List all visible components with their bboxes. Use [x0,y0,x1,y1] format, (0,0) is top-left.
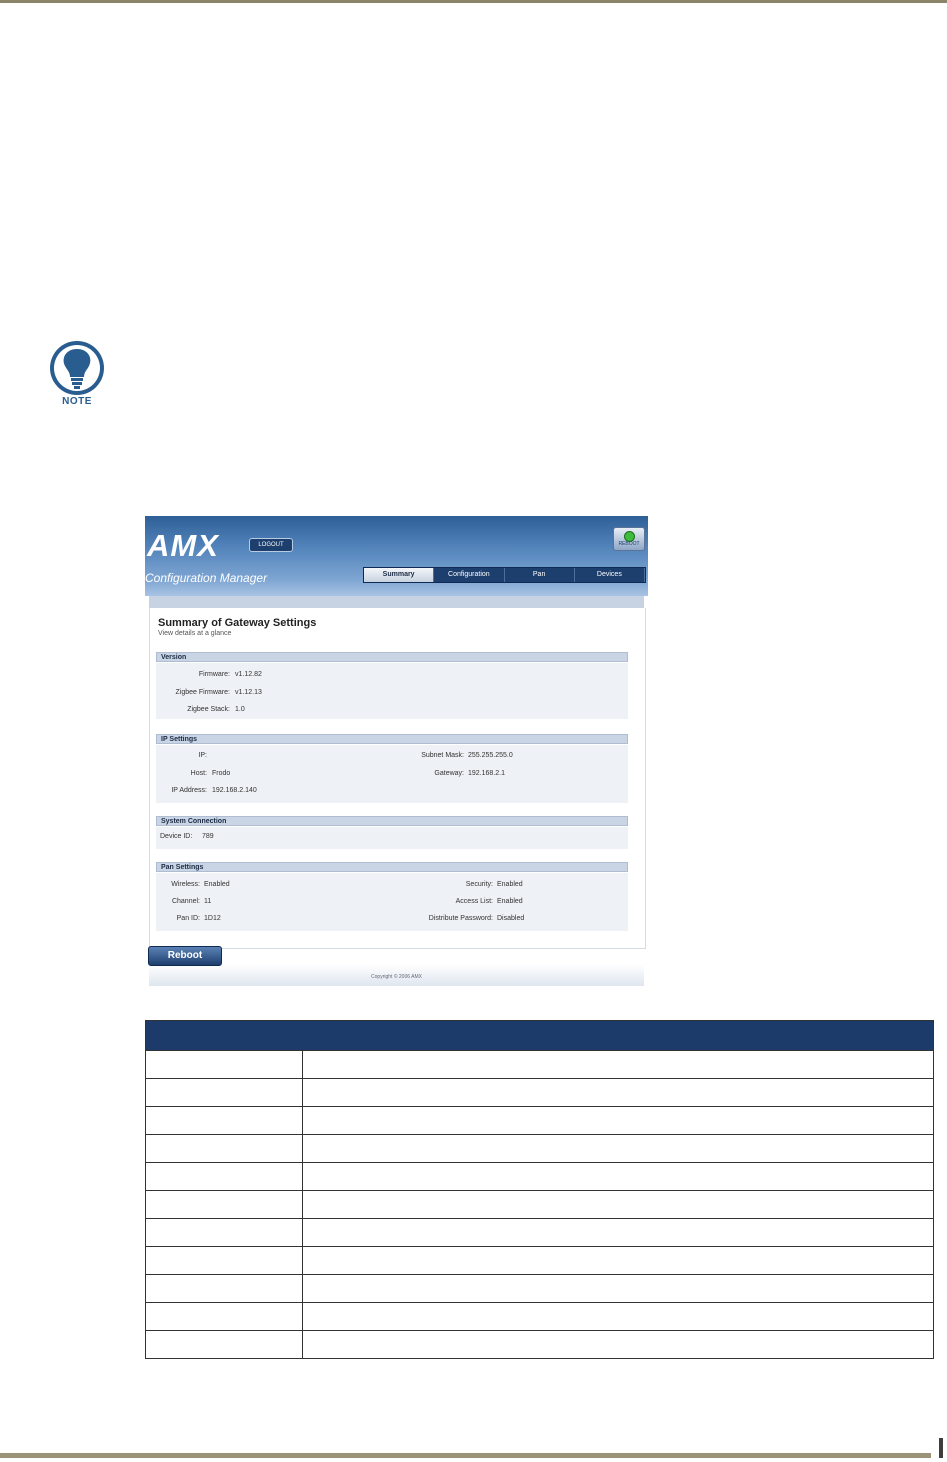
table-row [146,1331,934,1359]
firmware-label: Firmware: [198,671,230,678]
page-title: Summary of Gateway Settings [158,617,317,629]
device-id-value: 789 [202,833,214,840]
copyright-text: Copyright © 2006 AMX [371,974,422,980]
table-row [146,1051,934,1079]
page-top-rule [0,0,947,3]
zigbee-stack-value: 1.0 [235,706,245,713]
host-value: Frodo [212,770,231,777]
table-row [146,1135,934,1163]
table-row [146,1275,934,1303]
table-row [146,1079,934,1107]
page-bottom-tick [939,1438,943,1458]
access-list-label: Access List: [455,898,493,905]
channel-label: Channel: [171,898,200,905]
ip-label: IP: [198,752,207,759]
channel-value: 11 [204,898,212,905]
device-id-label: Device ID: [160,833,193,840]
table-row [146,1247,934,1275]
distribute-password-label: Distribute Password: [428,915,493,922]
page-subtitle: View details at a glance [158,630,232,637]
host-label: Host: [190,770,207,777]
ip-settings-heading: IP Settings [156,734,628,744]
pan-id-value: 1D12 [204,915,221,922]
amx-logo: AMX [147,528,219,563]
system-connection-body [156,827,628,849]
gateway-label: Gateway: [434,770,464,777]
table-row [146,1191,934,1219]
config-manager-screenshot [145,516,648,986]
power-button-label: REBOOT [618,541,640,547]
ip-address-label: IP Address: [171,787,207,794]
pan-id-label: Pan ID: [176,915,200,922]
gateway-value: 192.168.2.1 [468,770,505,777]
zigbee-stack-label: Zigbee Stack: [187,706,230,713]
tab-pan[interactable]: Pan [505,568,575,582]
version-heading: Version [156,652,628,662]
firmware-value: v1.12.82 [235,671,262,678]
tab-bar [363,567,646,583]
reboot-power-button[interactable] [613,527,645,551]
table-row [146,1303,934,1331]
zigbee-firmware-label: Zigbee Firmware: [175,689,230,696]
table-row [146,1163,934,1191]
page-bottom-rule [0,1453,931,1458]
table-header-cell [146,1021,934,1051]
table-row [146,1107,934,1135]
tab-summary[interactable]: Summary [364,568,434,582]
security-label: Security: [465,881,493,888]
content-top-bar [149,596,644,608]
logout-button[interactable]: LOGOUT [249,538,293,552]
security-value: Enabled [497,881,523,888]
table-header-row [146,1021,934,1051]
note-label: NOTE [62,396,92,407]
wireless-value: Enabled [204,881,230,888]
wireless-label: Wireless: [171,881,200,888]
distribute-password-value: Disabled [497,915,525,922]
access-list-value: Enabled [497,898,523,905]
summary-table [145,1020,934,1359]
pan-settings-heading: Pan Settings [156,862,628,872]
subnet-mask-label: Subnet Mask: [421,752,464,759]
zigbee-firmware-value: v1.12.13 [235,689,262,696]
tab-devices[interactable]: Devices [575,568,645,582]
system-connection-heading: System Connection [156,816,628,826]
tab-configuration[interactable]: Configuration [434,568,504,582]
app-title: Configuration Manager [145,571,268,585]
table-row [146,1219,934,1247]
reboot-button[interactable]: Reboot [148,946,222,966]
subnet-mask-value: 255.255.255.0 [468,752,513,759]
ip-address-value: 192.168.2.140 [212,787,257,794]
